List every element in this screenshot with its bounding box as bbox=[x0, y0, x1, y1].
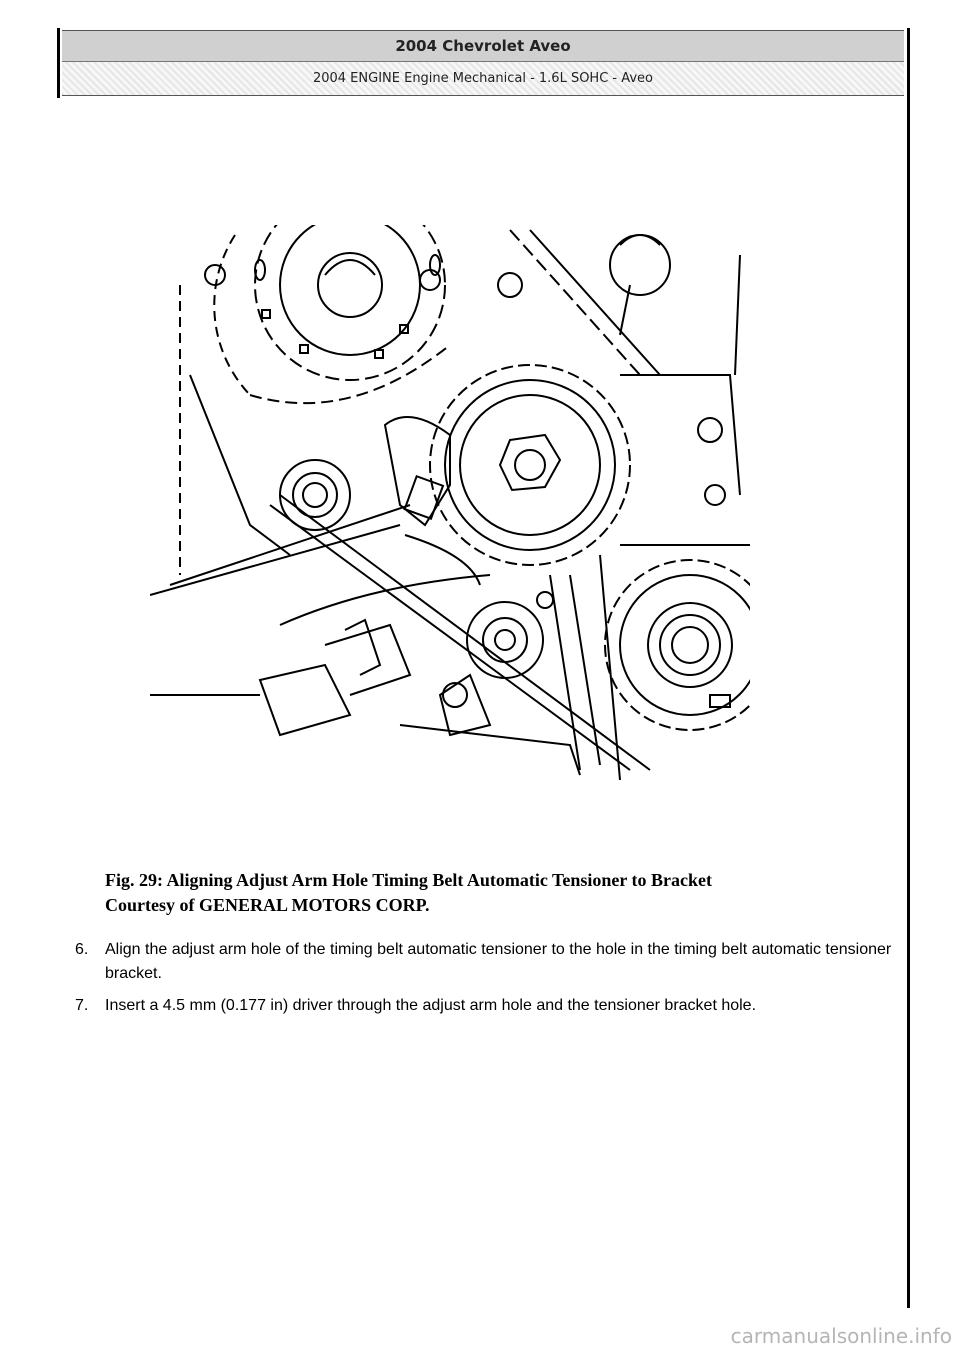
step-number: 6. bbox=[75, 941, 89, 958]
crankshaft-sprocket bbox=[600, 545, 750, 780]
document-header bbox=[62, 30, 904, 96]
idler-pulley bbox=[150, 285, 410, 595]
timing-belt bbox=[270, 495, 650, 775]
procedure-steps bbox=[75, 938, 895, 1026]
page-border-right bbox=[907, 28, 910, 1308]
header-subtitle: 2004 ENGINE Engine Mechanical - 1.6L SOHC - Aveo bbox=[62, 62, 904, 95]
step-number: 7. bbox=[75, 997, 89, 1014]
lower-pulley bbox=[440, 592, 553, 735]
step-6 bbox=[75, 938, 895, 986]
caption-title: Fig. 29: Aligning Adjust Arm Hole Timing Belt Automatic Tensioner to Bracket bbox=[105, 870, 713, 890]
figure-caption bbox=[105, 868, 895, 918]
caption-courtesy: Courtesy of GENERAL MOTORS CORP. bbox=[105, 895, 430, 915]
tensioner-pulley bbox=[430, 365, 740, 565]
header-title: 2004 Chevrolet Aveo bbox=[62, 31, 904, 62]
page-border-left bbox=[57, 28, 60, 98]
upper-right-pulley bbox=[510, 230, 740, 375]
step-text: Align the adjust arm hole of the timing belt automatic tensioner to the hole in the timing belt automatic tensioner bracket. bbox=[105, 941, 892, 982]
driver-tool bbox=[150, 620, 410, 735]
camshaft-sprocket bbox=[205, 225, 522, 403]
timing-belt-illustration bbox=[150, 225, 750, 780]
tensioner-arm bbox=[280, 417, 490, 625]
step-text: Insert a 4.5 mm (0.177 in) driver through the adjust arm hole and the tensioner bracket hole. bbox=[105, 997, 757, 1014]
watermark: carmanualsonline.info bbox=[730, 1324, 952, 1348]
step-7 bbox=[75, 994, 895, 1018]
